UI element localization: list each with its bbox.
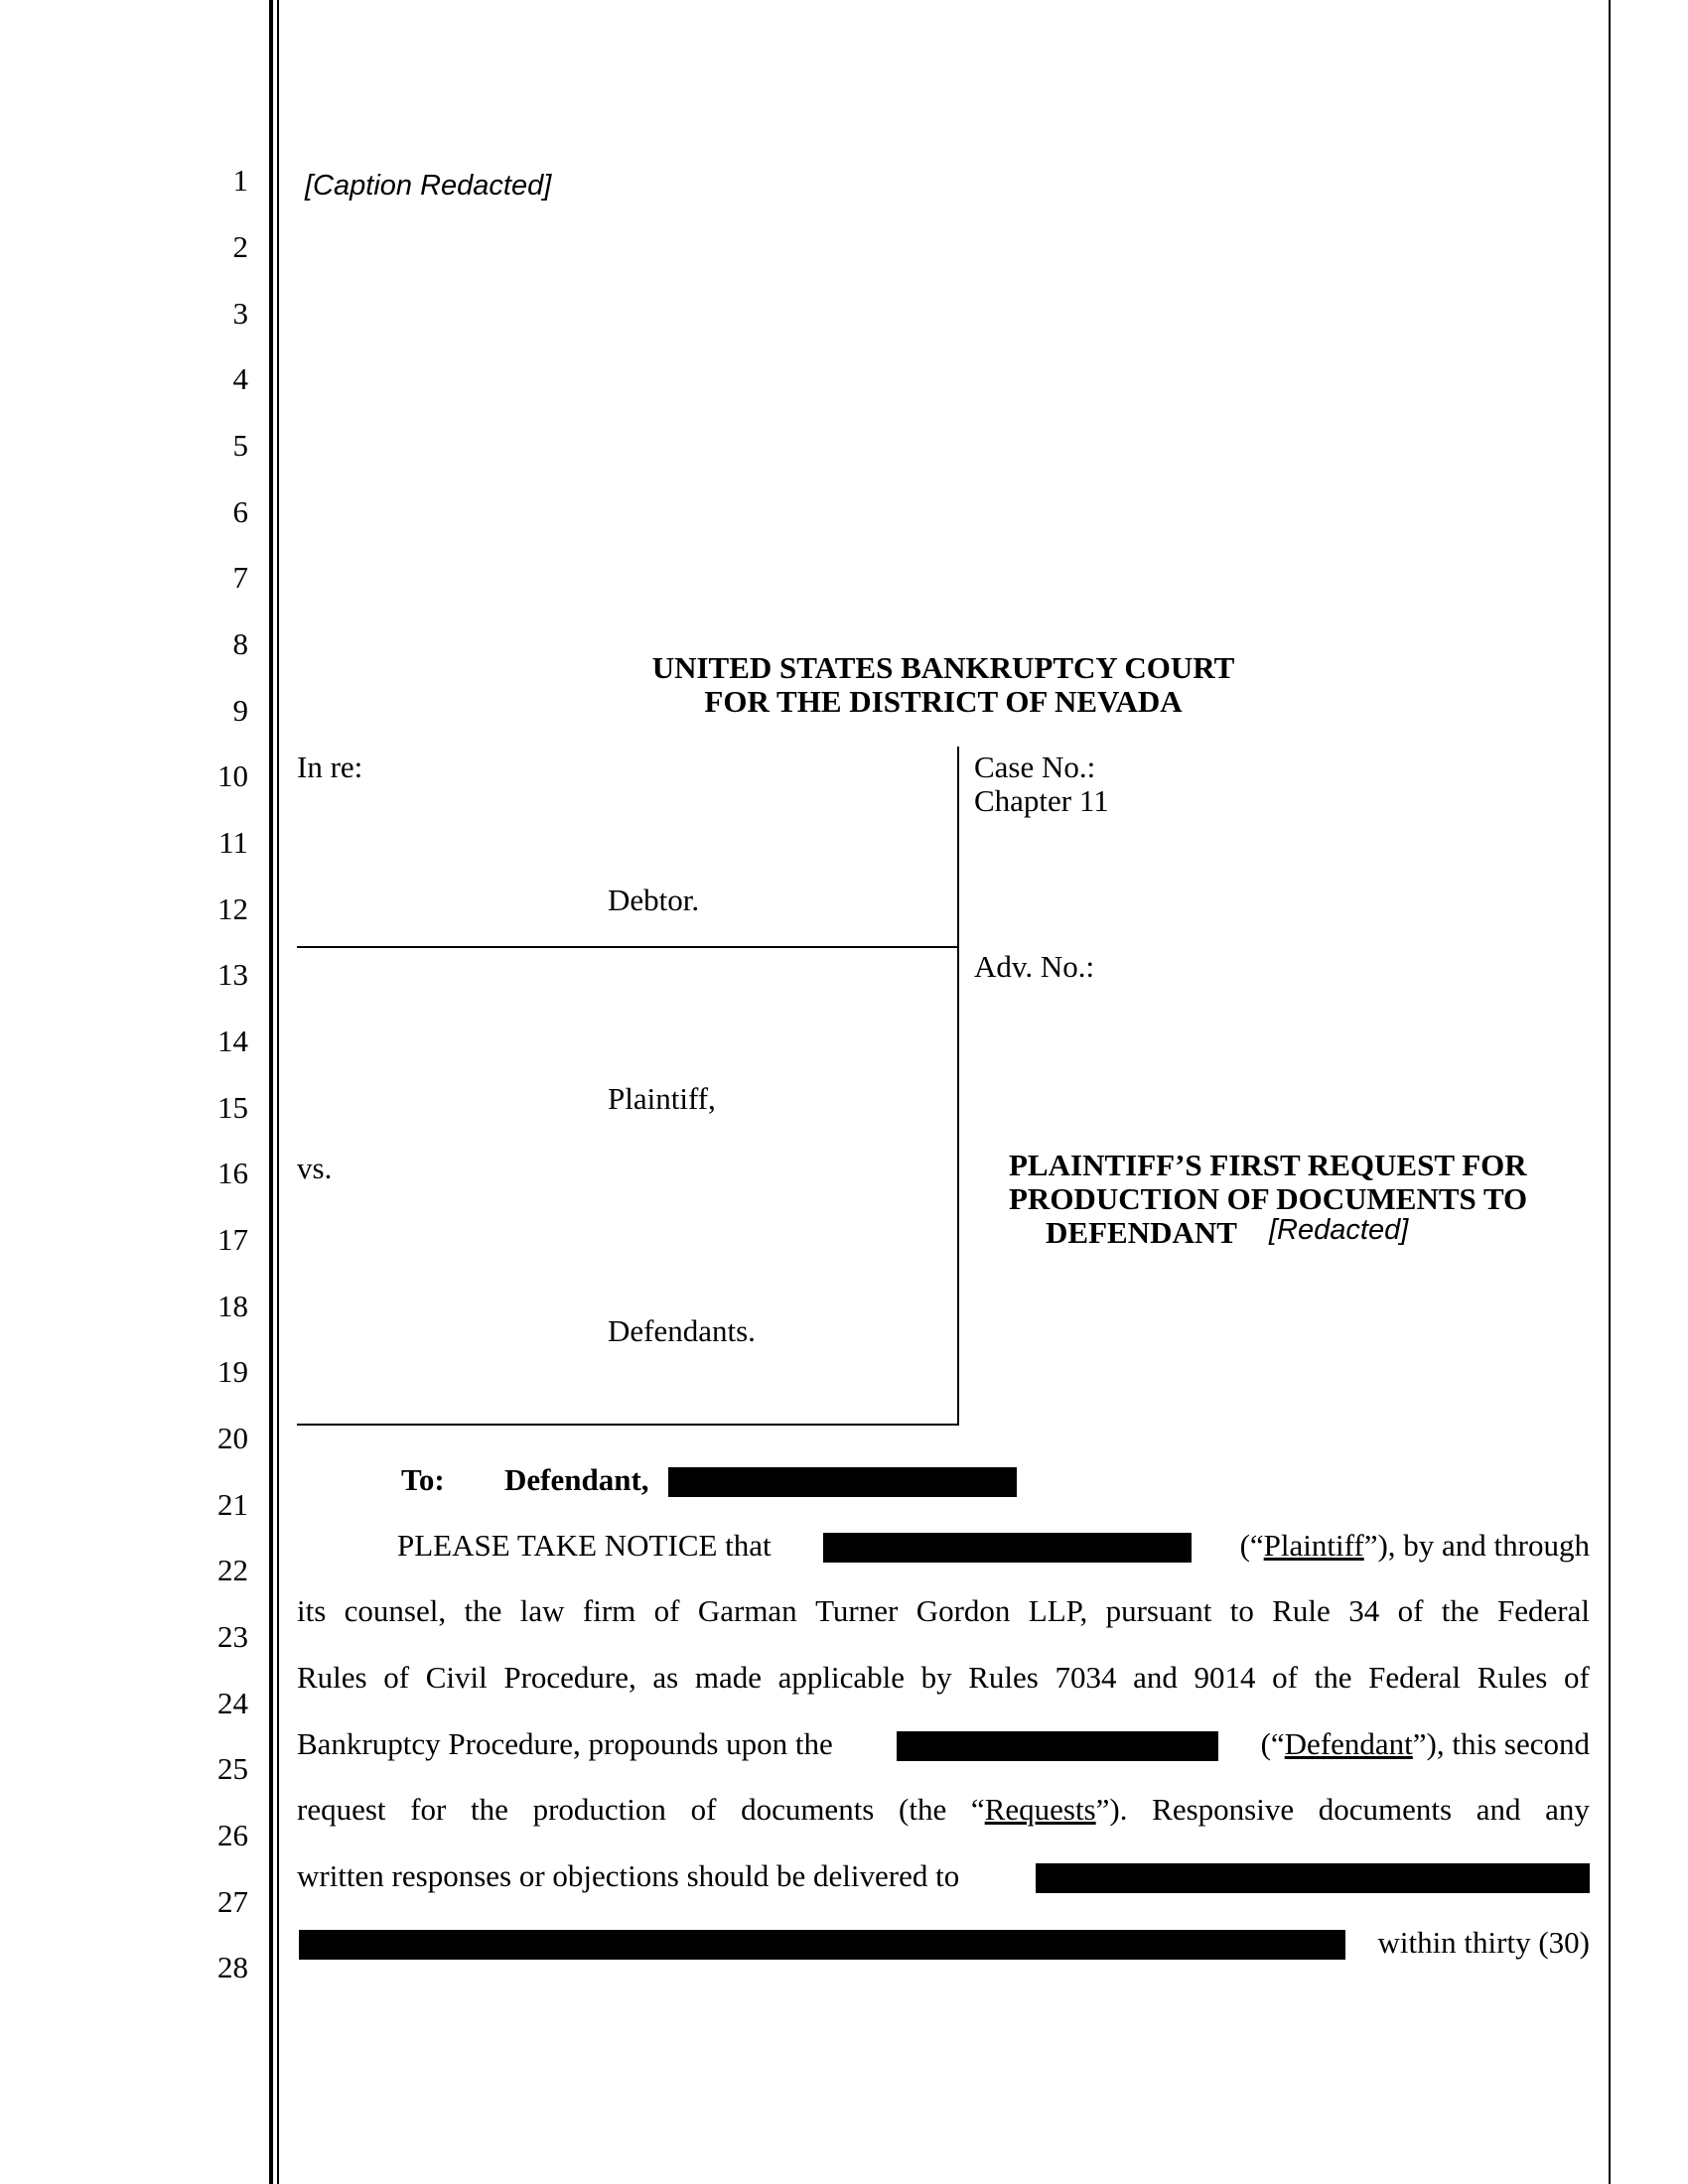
to-defendant-label: Defendant, <box>504 1462 649 1497</box>
case-no-label: Case No.: <box>974 750 1096 784</box>
line-number: 19 <box>217 1354 248 1389</box>
line-number: 17 <box>217 1222 248 1257</box>
line-number: 10 <box>217 758 248 793</box>
body-line-5: request for the production of documents (the “Requests”). Responsive documents and any <box>297 1792 1590 1827</box>
court-name: UNITED STATES BANKRUPTCY COURT <box>651 650 1235 685</box>
redaction-bar <box>668 1467 1017 1497</box>
document-title-line1: PLAINTIFF’S FIRST REQUEST FOR <box>1009 1148 1527 1182</box>
vs-label: vs. <box>297 1151 333 1185</box>
body-plaintiff-definition: (“Plaintiff”), by and through <box>1239 1528 1590 1563</box>
line-number: 7 <box>232 560 248 595</box>
in-re-label: In re: <box>297 750 363 784</box>
line-number: 28 <box>217 1950 248 1984</box>
body-line-3: Rules of Civil Procedure, as made applicable by Rules 7034 and 9014 of the Federal Rules of <box>297 1660 1590 1695</box>
title-redacted-note: [Redacted] <box>1269 1214 1409 1246</box>
document-title-line2: PRODUCTION OF DOCUMENTS TO <box>1009 1181 1528 1216</box>
caption-divider <box>297 946 959 948</box>
line-number: 5 <box>232 428 248 463</box>
document-title-line3: DEFENDANT <box>1046 1215 1237 1250</box>
body-defendant-definition: (“Defendant”), this second <box>1260 1726 1590 1761</box>
line-number: 8 <box>232 626 248 661</box>
line-number: 24 <box>217 1686 248 1720</box>
line-number: 20 <box>217 1421 248 1455</box>
chapter-label: Chapter 11 <box>974 783 1109 818</box>
debtor-label: Debtor. <box>608 883 700 917</box>
line-number: 4 <box>232 361 248 396</box>
redaction-bar <box>1036 1863 1590 1893</box>
body-delivery-text: written responses or objections should be delivered to <box>297 1858 960 1893</box>
left-margin-rule <box>269 0 273 2184</box>
body-notice-text: PLEASE TAKE NOTICE that <box>397 1528 772 1563</box>
line-number: 12 <box>217 891 248 926</box>
redaction-bar <box>823 1533 1192 1563</box>
to-label: To: <box>401 1462 445 1497</box>
line-number: 18 <box>217 1289 248 1323</box>
line-number: 25 <box>217 1751 248 1786</box>
right-margin-rule <box>1609 0 1611 2184</box>
line-number: 14 <box>217 1024 248 1058</box>
redaction-bar <box>299 1930 1345 1960</box>
body-propounds-text: Bankruptcy Procedure, propounds upon the <box>297 1726 833 1761</box>
adv-no-label: Adv. No.: <box>974 949 1095 984</box>
line-number: 1 <box>232 163 248 198</box>
line-number: 22 <box>217 1553 248 1587</box>
line-number: 15 <box>217 1090 248 1125</box>
plaintiff-label: Plaintiff, <box>608 1081 716 1116</box>
line-number: 26 <box>217 1818 248 1852</box>
body-line-2: its counsel, the law firm of Garman Turner Gordon LLP, pursuant to Rule 34 of the Federal <box>297 1593 1590 1628</box>
line-numbers <box>0 0 258 2184</box>
line-number: 16 <box>217 1156 248 1190</box>
caption-vertical-rule <box>957 747 959 1426</box>
line-number: 3 <box>232 296 248 331</box>
line-number: 2 <box>232 229 248 264</box>
court-district: FOR THE DISTRICT OF NEVADA <box>704 684 1183 719</box>
defendants-label: Defendants. <box>608 1313 756 1348</box>
redaction-bar <box>897 1731 1218 1761</box>
left-margin-rule-inner <box>277 0 279 2184</box>
line-number: 27 <box>217 1884 248 1919</box>
line-number: 11 <box>218 825 248 860</box>
line-number: 13 <box>217 957 248 992</box>
caption-redacted-note: [Caption Redacted] <box>305 170 552 202</box>
line-number: 21 <box>217 1487 248 1522</box>
caption-bottom-rule <box>297 1424 959 1426</box>
body-deadline-text: within thirty (30) <box>1377 1925 1590 1960</box>
line-number: 9 <box>232 693 248 728</box>
line-number: 23 <box>217 1619 248 1654</box>
line-number: 6 <box>232 494 248 529</box>
